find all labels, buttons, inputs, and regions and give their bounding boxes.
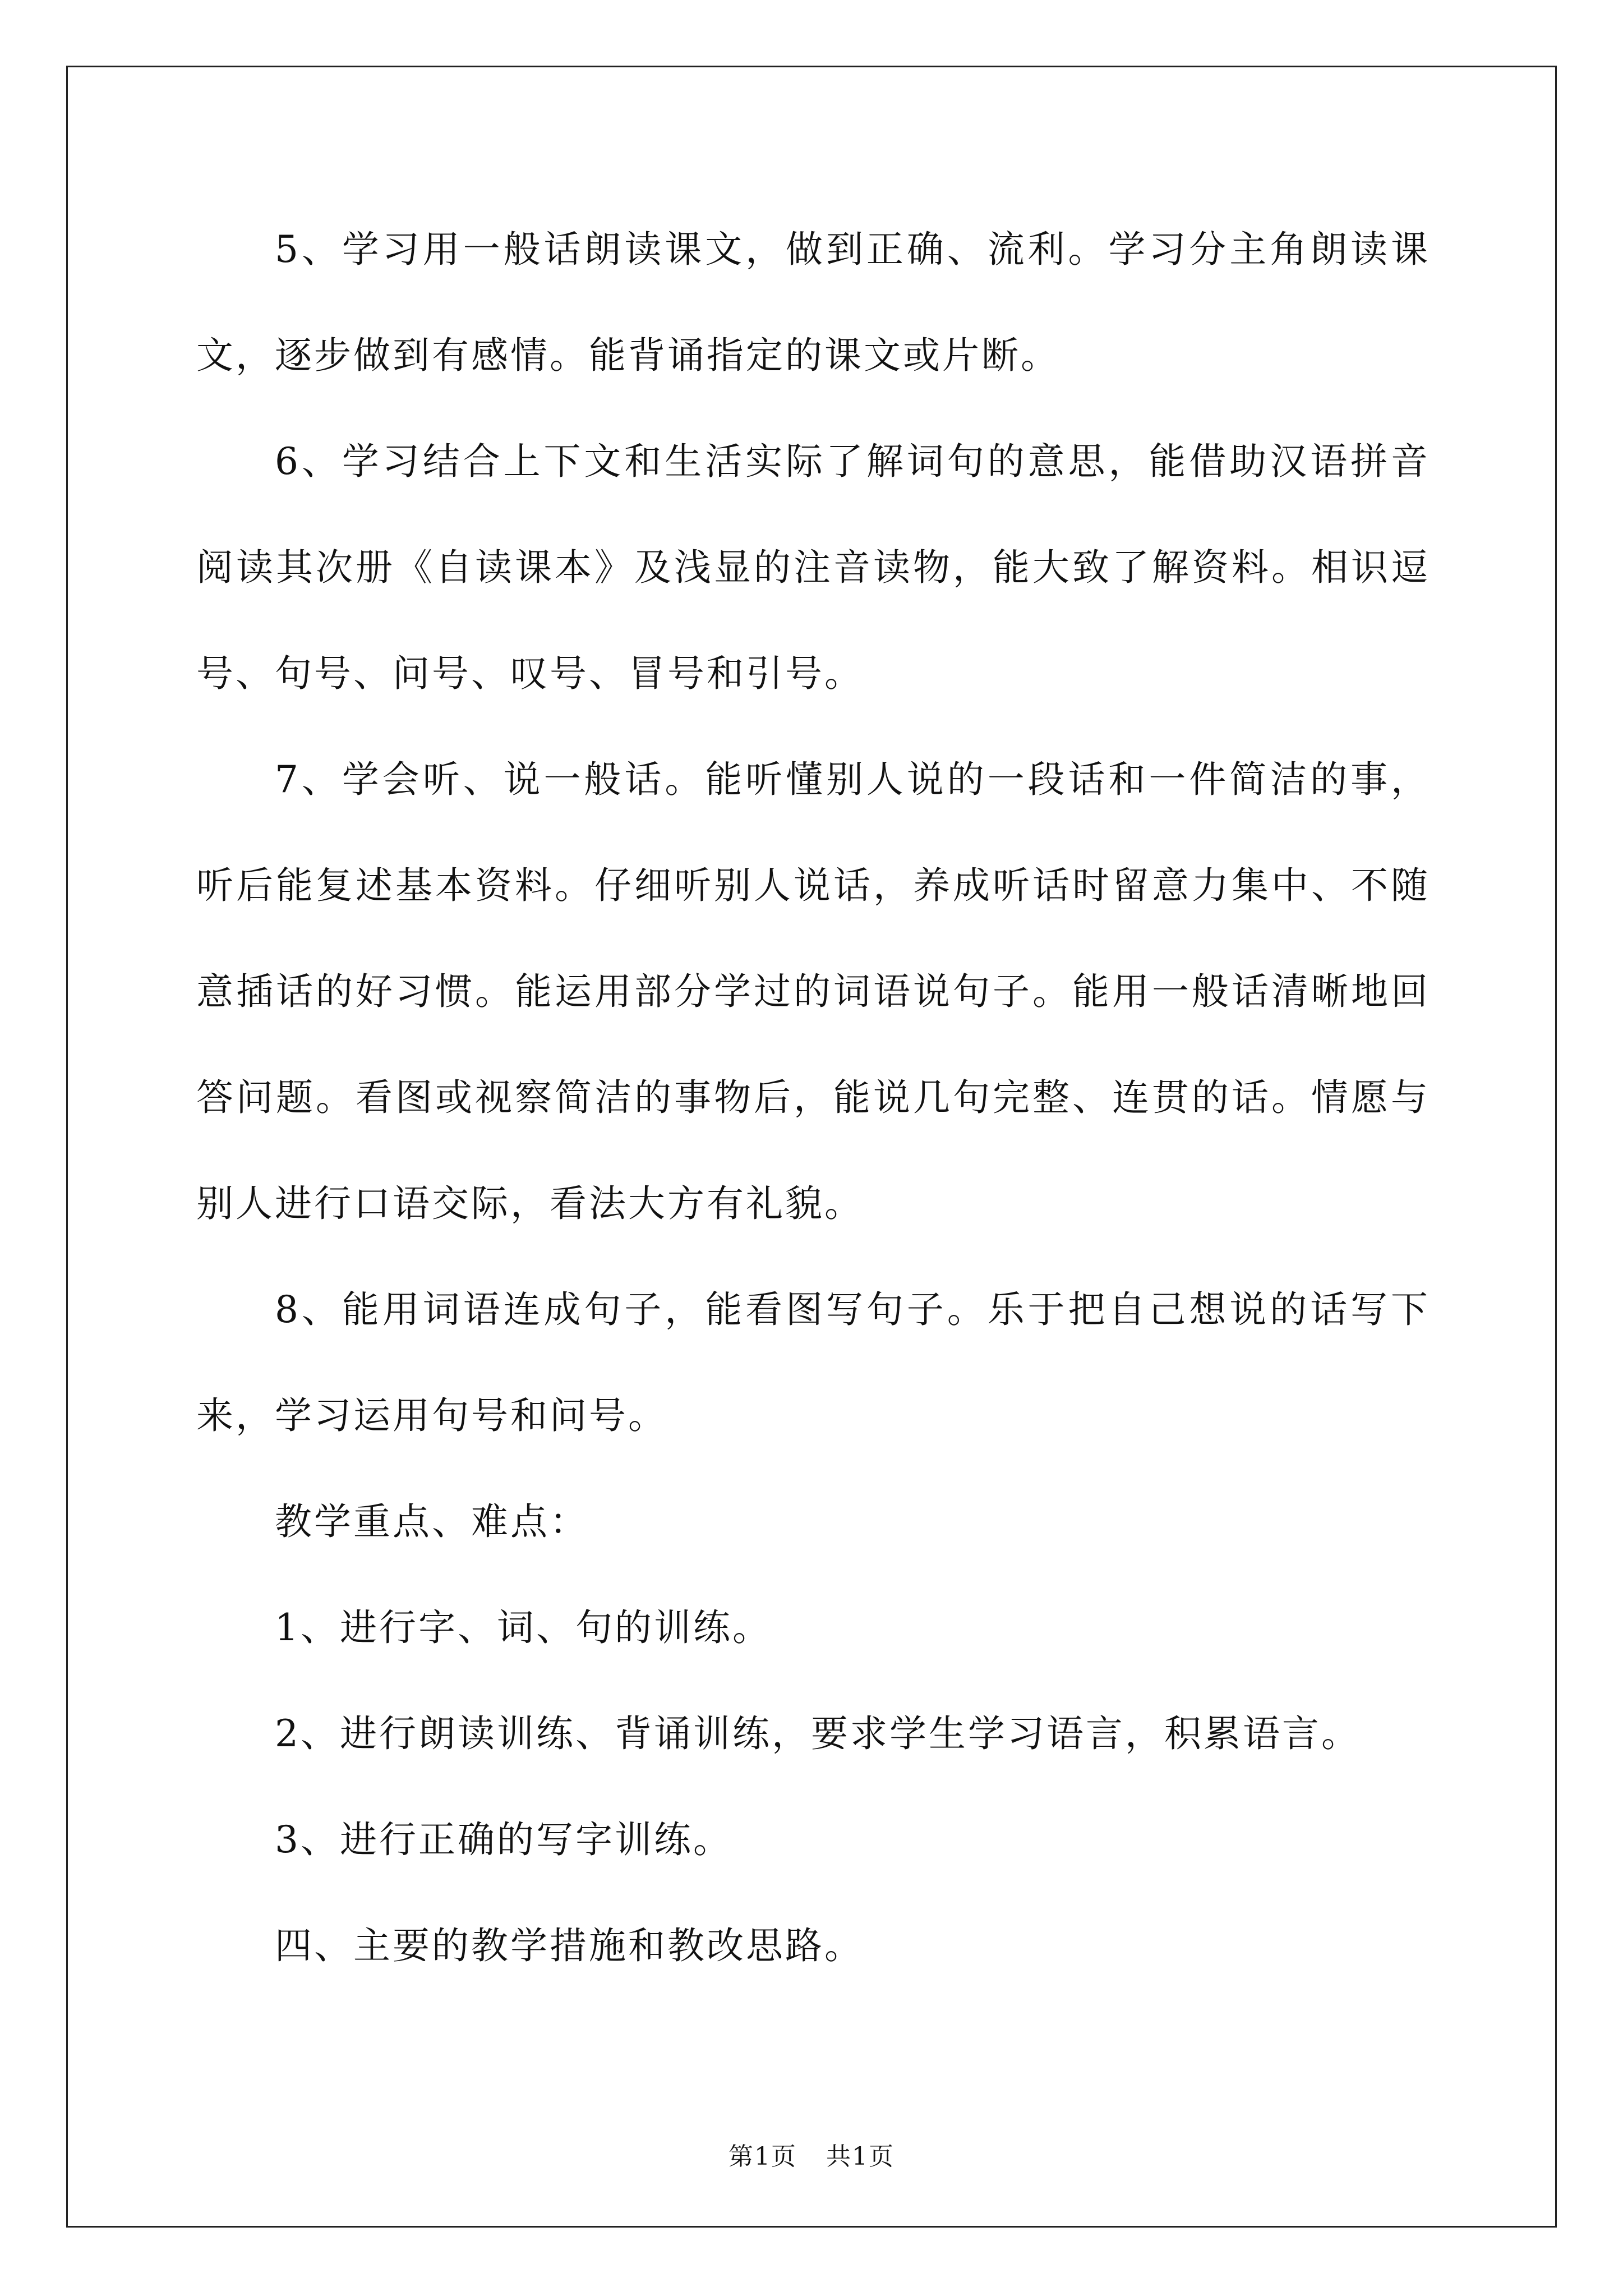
document-body [196, 220, 1430, 1999]
key-point-2: 2、进行朗读训练、背诵训练，要求学生学习语言，积累语言。 [275, 1712, 1361, 1755]
page-footer [0, 2136, 1623, 2172]
section-heading-key-points: 教学重点、难点： [275, 1500, 589, 1543]
key-point-3: 3、进行正确的写字训练。 [275, 1818, 732, 1861]
paragraph-item-8: 8、能用词语连成句子，能看图写句子。乐于把自己想说的话写下来，学习运用句号和问号。 [196, 1288, 1430, 1437]
key-point-1: 1、进行字、词、句的训练。 [275, 1606, 772, 1649]
paragraph-item-5: 5、学习用一般话朗读课文，做到正确、流利。学习分主角朗读课文，逐步做到有感情。能背诵指定的课文或片断。 [196, 228, 1430, 377]
page-total: 共1页 [826, 2142, 895, 2171]
paragraph-item-6: 6、学习结合上下文和生活实际了解词句的意思，能借助汉语拼音阅读其次册《自读课本》及浅显的注音读物，能大致了解资料。相识逗号、句号、问号、叹号、冒号和引号。 [196, 440, 1430, 695]
page-number: 第1页 [728, 2142, 797, 2171]
section-heading-measures: 四、主要的教学措施和教改思路。 [275, 1924, 864, 1967]
paragraph-item-7: 7、学会听、说一般话。能听懂别人说的一段话和一件简洁的事，听后能复述基本资料。仔细听别人说话，养成听话时留意力集中、不随意插话的好习惯。能运用部分学过的词语说句子。能用一般话清晰地回答问题。看图或视察简洁的事物后，能说几句完整、连贯的话。情愿与别人进行口语交际，看法大方有礼貌。 [196, 758, 1430, 1225]
